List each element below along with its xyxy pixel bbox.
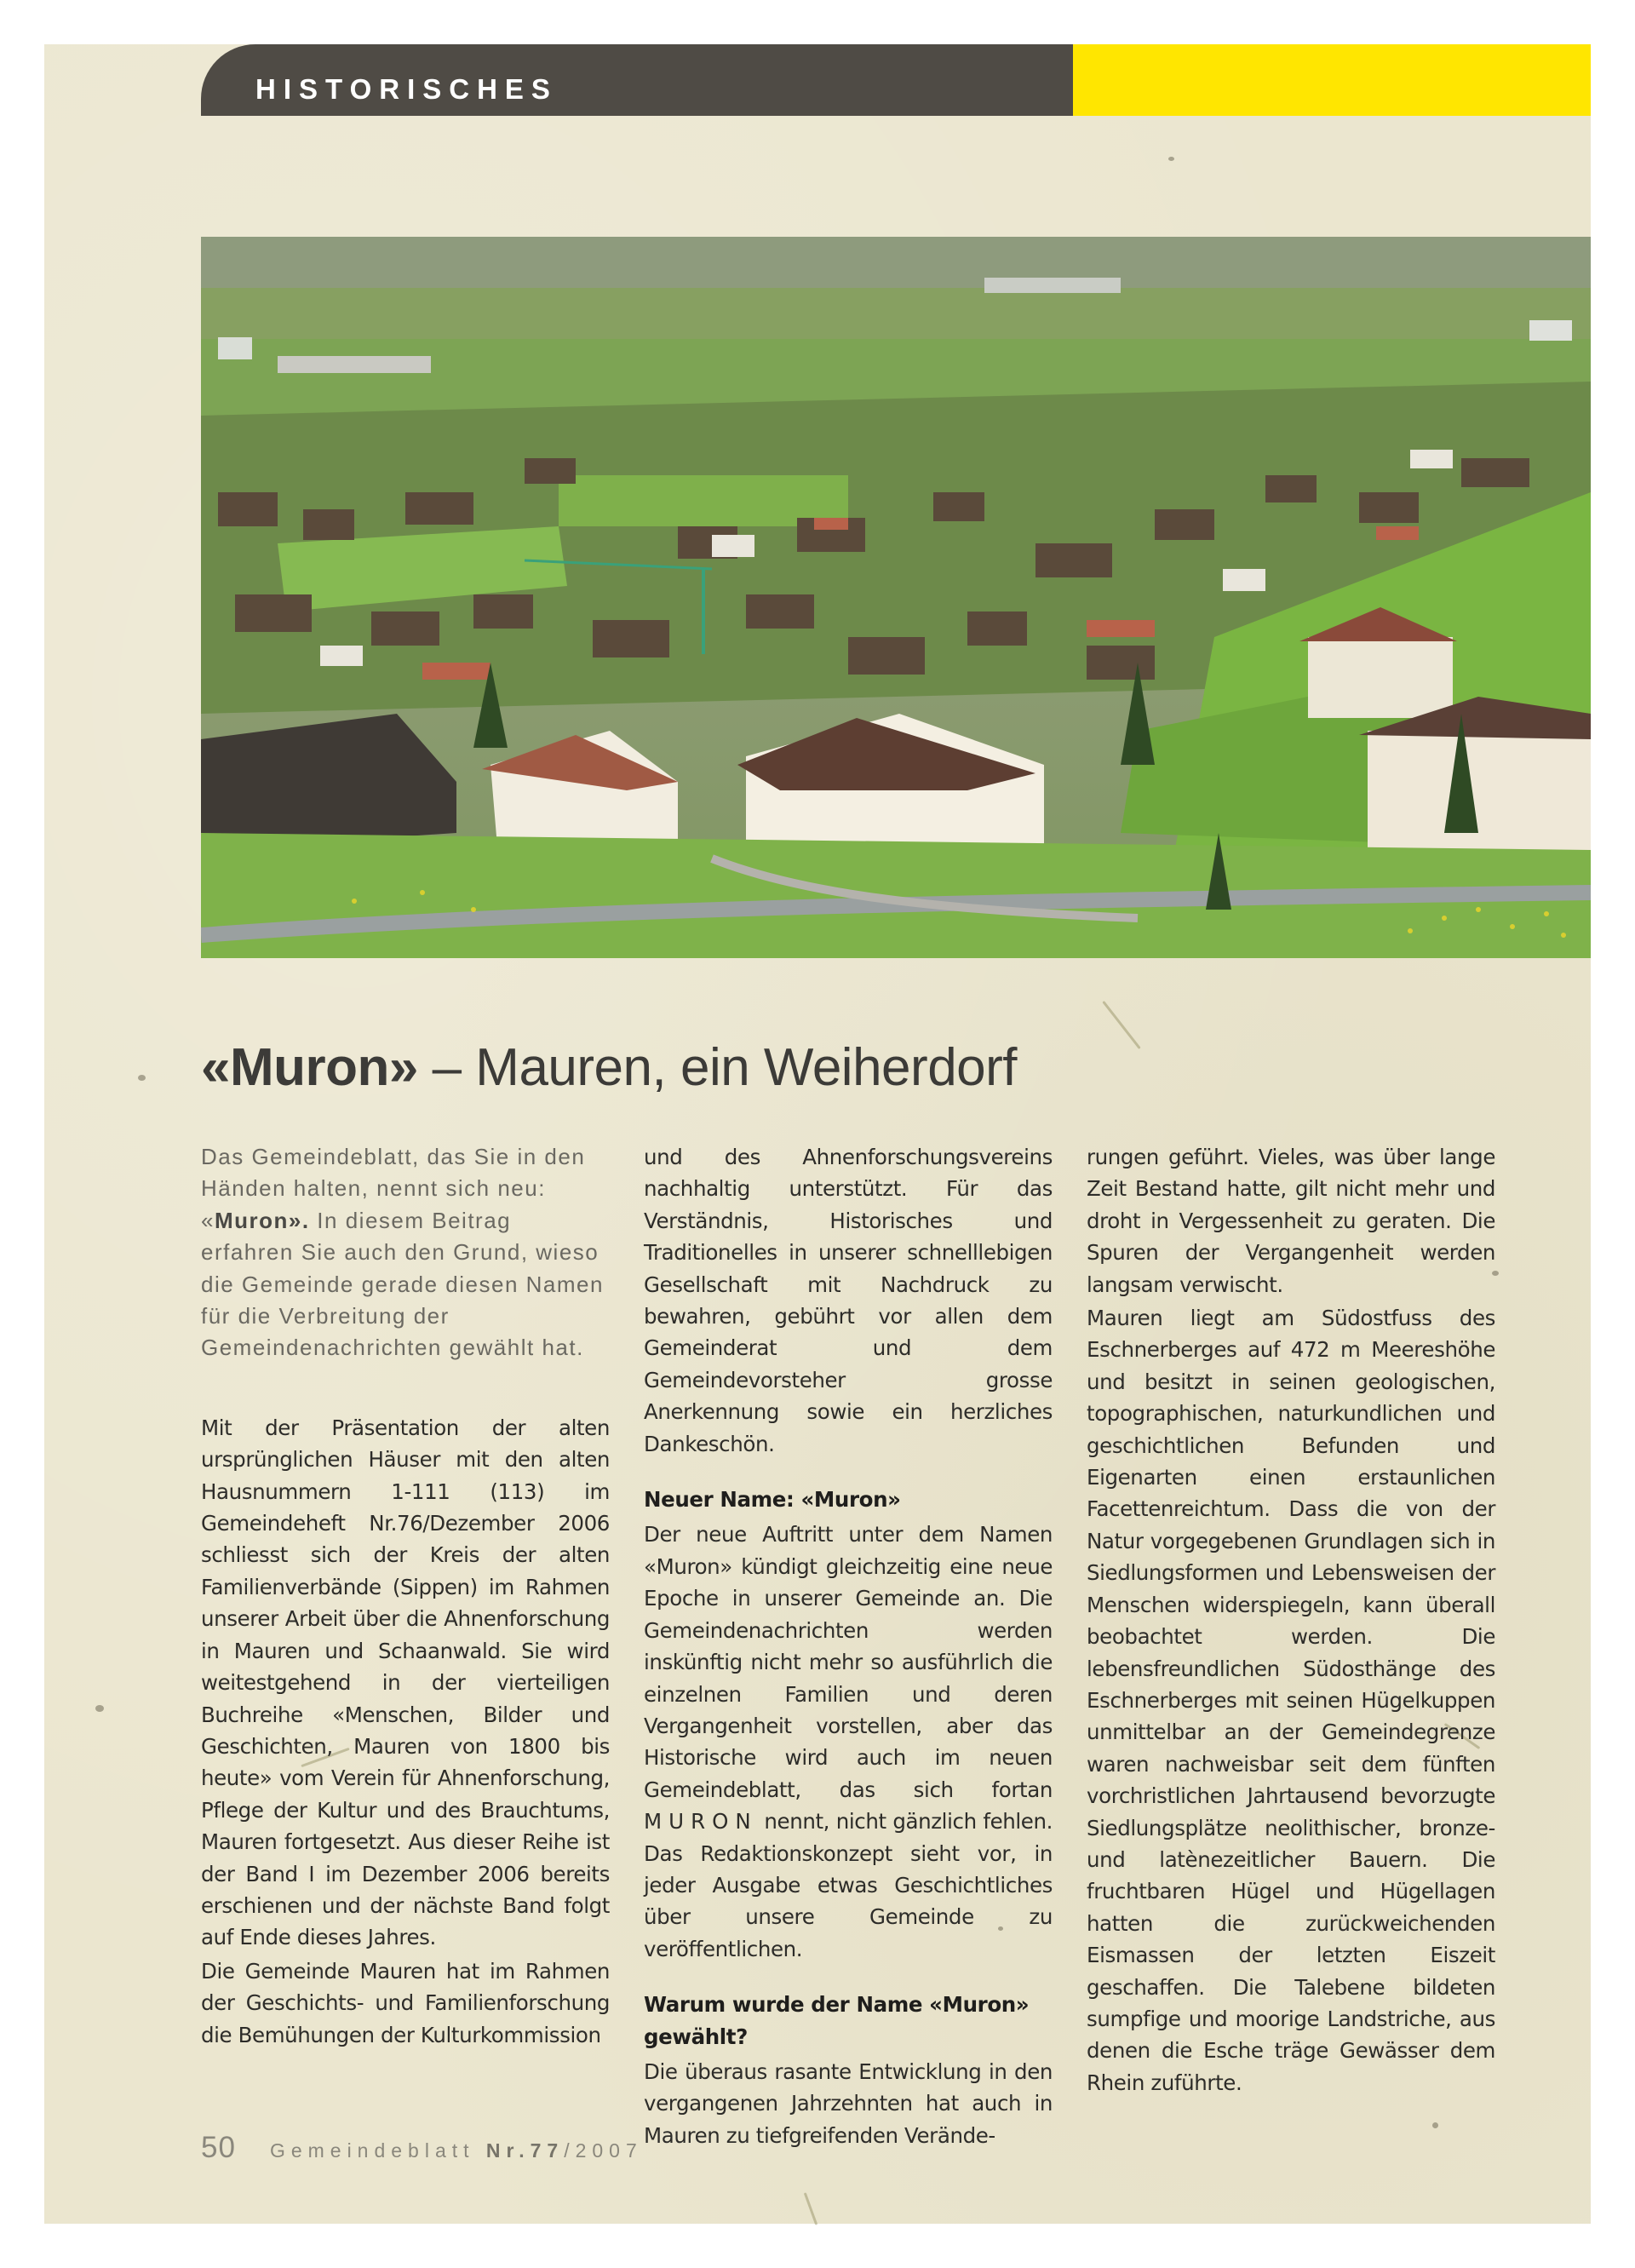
village-landscape-image <box>201 237 1591 958</box>
subheading-why-name: Warum wurde der Name «Muron» gewählt? <box>644 1992 1030 2049</box>
intro-name: Muron». <box>214 1207 310 1233</box>
issue-number: Nr.77 <box>485 2139 565 2162</box>
intro-text-start: Das Gemeindeblatt, das Sie in den Händen halten, nennt sich neu: « <box>201 1144 586 1233</box>
body-paragraph: Die Gemeinde Mauren hat im Rahmen der Geschichts- und Familienforschung die Bemühungen der Kulturkommission <box>201 1958 610 2047</box>
body-paragraph: Mauren liegt am Südostfuss des Eschnerberges auf 472 m Meereshöhe und besitzt in seinen geologischen, topographischen, naturkundlichen und geschichtlichen Befunden und Eigenarten einen erstaunlichen Facettenreichtum. Dass die von der Natur vorgegebenen Grundlagen sich in Siedlungsformen und Lebensweisen der Menschen widerspiegeln, kann überall beobachtet werden. Die lebensfreundlichen Südosthänge des Eschnerberges mit seinen Hügelkuppen unmittelbar an der Gemeindegrenze waren nachweisbar seit dem fünften vorchristlichen Jahrtausend bevorzugte Siedlungsplätze neolithischer, bronze- und latènezeitlicher Bauern. Die fruchtbaren Hügel und Hügellagen hatten die zurückweichenden Eismassen der letzten Eiszeit geschaffen. Die Talebene bildeten sumpfige und moorige Landstriche, aus denen die Esche träge Gewässer dem Rhein zuführte. <box>1087 1306 1495 2095</box>
publication-info <box>270 2139 643 2162</box>
muron-spaced-name: MURON <box>644 1809 758 1834</box>
intro-paragraph <box>201 1141 610 1364</box>
publication-name: Gemeindeblatt <box>269 2139 486 2162</box>
column-1 <box>201 1141 610 2053</box>
body-paragraph: und des Ahnenforschungsvereins nachhaltig unterstützt. Für das Verständnis, Historisches und Traditionelles in unserer schnelllebigen Gesellschaft mit Nachdruck zu bewahren, gebührt vor allen dem Gemeinderat und dem Gemeindevorsteher grosse Anerkennung sowie ein herzliches Dankeschön. <box>644 1145 1053 1456</box>
section-header-accent <box>1073 44 1591 116</box>
body-paragraph: Die überaus rasante Entwicklung in den vergangenen Jahrzehnten hat auch in Mauren zu tiefgreifenden Verände- <box>644 2058 1053 2148</box>
subheading-new-name: Neuer Name: «Muron» <box>644 1487 901 1513</box>
column-2 <box>644 1141 1053 2153</box>
body-paragraph: Mit der Präsentation der alten ursprünglichen Häuser mit den alten Hausnummern 1-111 (113) im Gemeindeheft Nr.76/Dezember 2006 schliesst sich der Kreis der alten Familienverbände (Sippen) im Rahmen unserer Arbeit über die Ahnenforschung in Mauren und Schaanwald. Sie wird weitestgehend in der vierteiligen Buchreihe «Menschen, Bilder und Geschichten, Mauren von 1800 bis heute» vom Verein für Ahnenforschung, Pflege der Kultur und des Brauchtums, Mauren fortgesetzt. Aus dieser Reihe ist der Band I im Dezember 2006 bereits erschienen und der nächste Band folgt auf Ende dieses Jahres. <box>201 1415 610 1950</box>
page-number: 50 <box>201 2131 236 2164</box>
page-footer <box>201 2131 643 2165</box>
body-paragraph <box>644 1519 1053 1965</box>
article-title <box>201 1037 1017 1098</box>
issue-year: /2007 <box>564 2139 643 2162</box>
article-title-rest: – Mauren, ein Weiherdorf <box>417 1038 1018 1097</box>
article-title-name: «Muron» <box>201 1038 418 1097</box>
section-label: HISTORISCHES <box>255 73 558 105</box>
body-paragraph: rungen geführt. Vieles, was über lange Zeit Bestand hatte, gilt nicht mehr und droht in Vergessenheit zu geraten. Die Spuren der Vergangenheit werden langsam verwischt. <box>1087 1145 1495 1297</box>
intro-text-end: In diesem Beitrag erfahren Sie auch den Grund, wieso die Gemeinde gerade diesen Namen für die Verbreitung der Gemeindenachrichten gewählt hat. <box>201 1207 604 1361</box>
body-text: Der neue Auftritt unter dem Namen «Muron» kündigt gleichzeitig eine neue Epoche in unserer Gemeinde an. Die Gemeindenachrichten werden inskünftig nicht mehr so ausführlich die einzelnen Familien und deren Vergangenheit vorstellen, aber das Historische wird auch im neuen Gemeindeblatt, das sich fortan <box>644 1522 1053 1802</box>
village-photo <box>201 237 1591 958</box>
column-3 <box>1087 1141 1495 2100</box>
body-text: nennt, nicht gänzlich fehlen. Das Redaktionskonzept sieht vor, in jeder Ausgabe etwas Geschichtliches über unsere Gemeinde zu veröffentlichen. <box>644 1809 1053 1961</box>
